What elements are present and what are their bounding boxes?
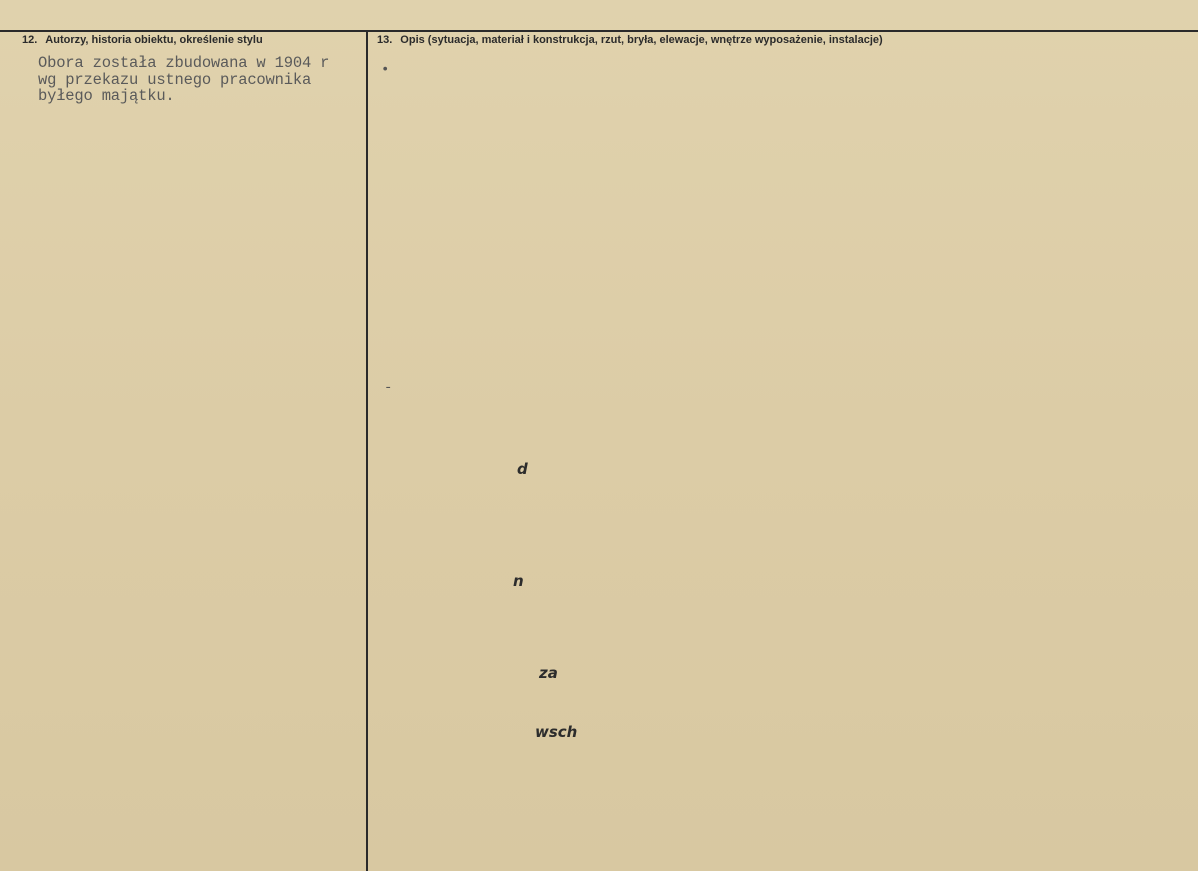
top-rule (0, 30, 1198, 32)
handwritten-correction: n (513, 572, 524, 590)
history-line: Obora została zbudowana w 1904 r (38, 54, 330, 72)
history-line: wg przekazu ustnego pracownika (38, 70, 312, 89)
left-header-title: Autorzy, historia obiektu, określenie stylu (45, 34, 263, 46)
handwritten-correction: d (517, 460, 528, 478)
margin-dash: - (384, 380, 393, 396)
history-line: byłego majątku. (38, 87, 175, 105)
handwritten-correction: wsch (535, 723, 578, 741)
handwritten-correction: za (539, 664, 558, 682)
column-divider (366, 30, 368, 871)
right-header-number: 13. (377, 34, 393, 46)
margin-dot: • (381, 62, 390, 78)
history-text (38, 55, 360, 105)
left-header-number: 12. (22, 34, 38, 46)
right-header-title: Opis (sytuacja, materiał i konstrukcja, rzut, bryła, elewacje, wnętrze wyposażenie, instalacje) (400, 34, 883, 46)
right-header (377, 34, 883, 50)
left-header (22, 34, 263, 50)
